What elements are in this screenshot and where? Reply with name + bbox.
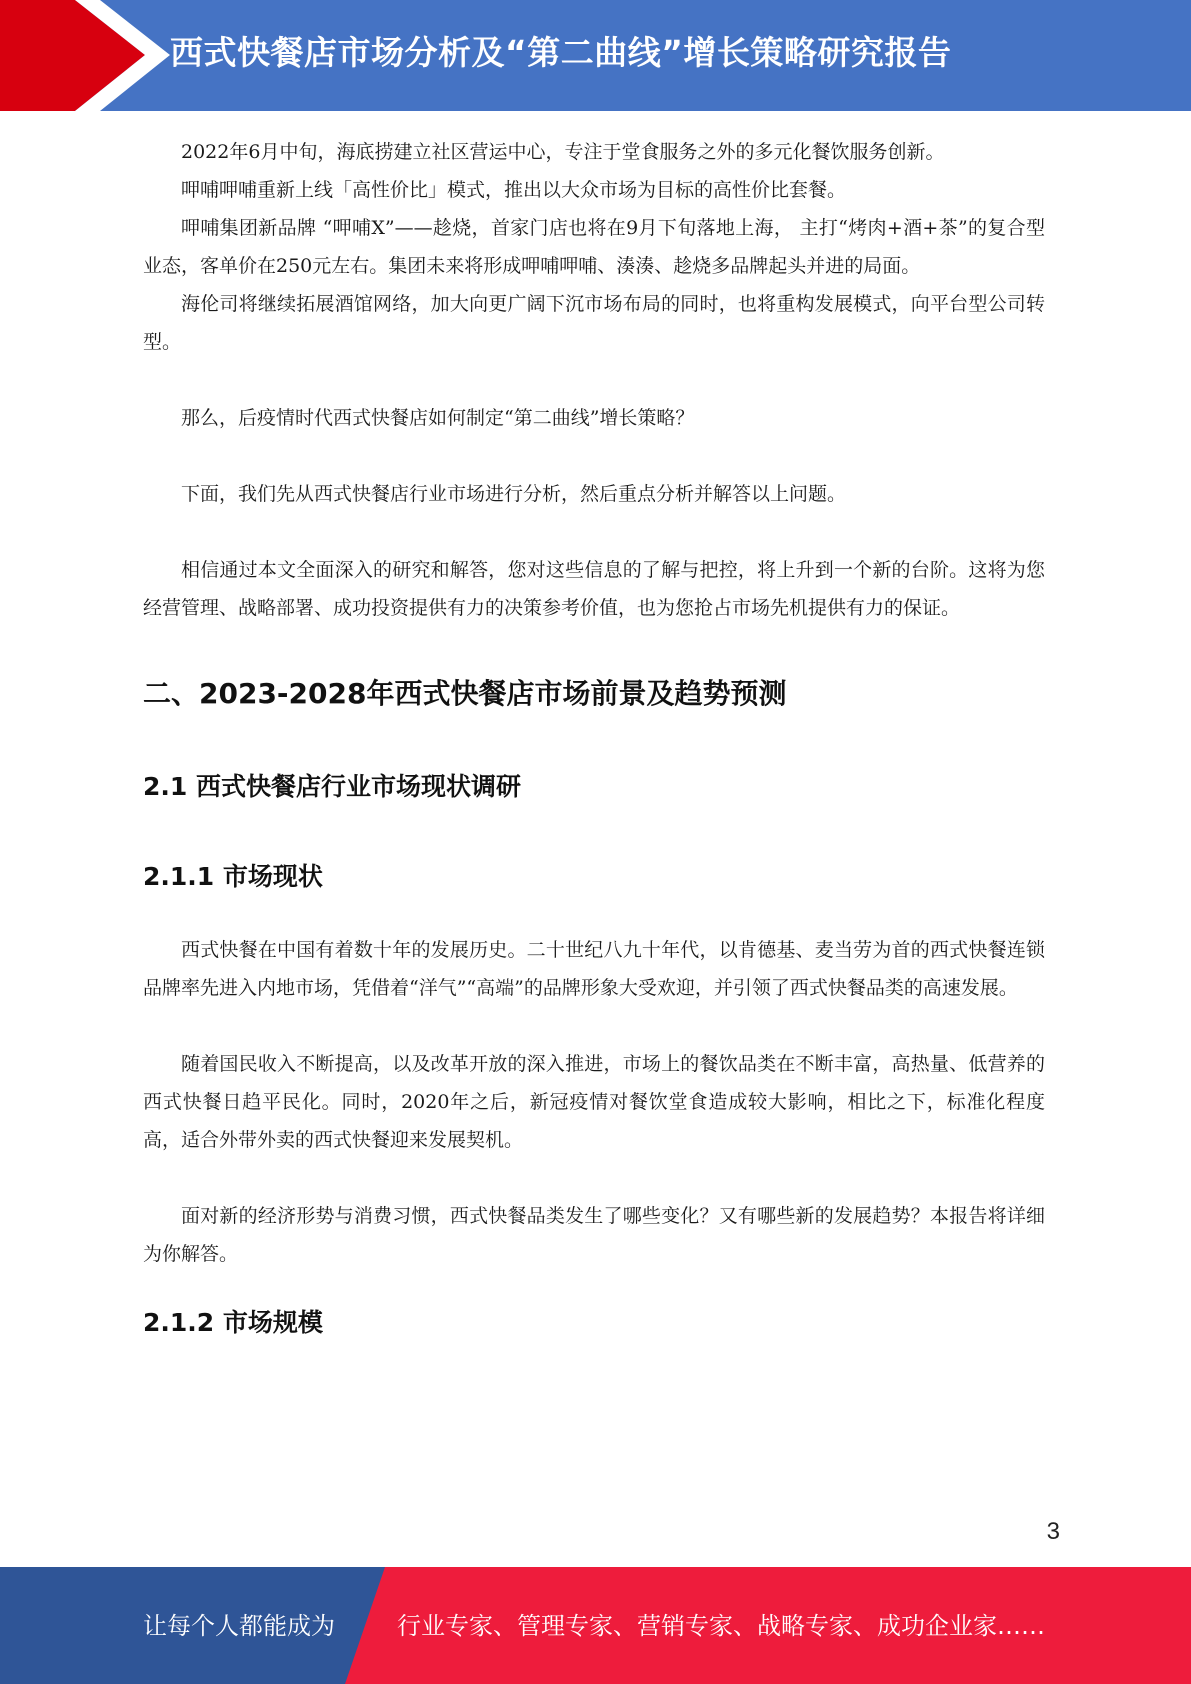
paragraph-helens: 海伦司将继续拓展酒馆网络，加大向更广阔下沉市场布局的同时，也将重构发展模式，向平台型公司转型。 <box>143 293 1045 353</box>
page-content <box>143 133 1045 1343</box>
paragraph-xiabu-new-brand: 呷哺集团新品牌 “呷哺X”——趁烧，首家门店也将在9月下旬落地上海， 主打“烤肉+酒+茶”的复合型业态，客单价在250元左右。集团未来将形成呷哺呷哺、湊湊、趁烧多品牌起头并进的局面。 <box>143 217 1045 277</box>
footer-slogan-right: 行业专家、管理专家、营销专家、战略专家、成功企业家…… <box>397 1612 1045 1640</box>
page-footer <box>0 1567 1191 1684</box>
paragraph-xiabu-value: 呷哺呷哺重新上线「高性价比」模式，推出以大众市场为目标的高性价比套餐。 <box>181 179 847 201</box>
paragraph-history: 西式快餐在中国有着数十年的发展历史。二十世纪八九十年代，以肯德基、麦当劳为首的西式快餐连锁品牌率先进入内地市场，凭借着“洋气”“高端”的品牌形象大受欢迎，并引领了西式快餐品类的高速发展。 <box>143 939 1045 999</box>
report-title: 西式快餐店市场分析及“第二曲线”增长策略研究报告 <box>170 33 952 72</box>
paragraph-outline: 下面，我们先从西式快餐店行业市场进行分析，然后重点分析并解答以上问题。 <box>181 483 847 505</box>
subsection-heading: 2.1 西式快餐店行业市场现状调研 <box>143 772 521 801</box>
paragraph-haidilao: 2022年6月中旬，海底捞建立社区营运中心，专注于堂食服务之外的多元化餐饮服务创新。 <box>181 141 945 163</box>
page-header <box>0 0 1191 111</box>
subsubsection-heading-market-size: 2.1.2 市场规模 <box>143 1308 323 1337</box>
paragraph-development: 随着国民收入不断提高，以及改革开放的深入推进，市场上的餐饮品类在不断丰富，高热量、低营养的西式快餐日趋平民化。同时，2020年之后，新冠疫情对餐饮堂食造成较大影响，相比之下，标准化程度高，适合外带外卖的西式快餐迎来发展契机。 <box>143 1053 1045 1151</box>
page-number: 3 <box>1046 1518 1060 1545</box>
paragraph-value-statement: 相信通过本文全面深入的研究和解答，您对这些信息的了解与把控，将上升到一个新的台阶。这将为您经营管理、战略部署、成功投资提供有力的决策参考价值，也为您抢占市场先机提供有力的保证。 <box>143 559 1045 619</box>
paragraph-trends: 面对新的经济形势与消费习惯，西式快餐品类发生了哪些变化？又有哪些新的发展趋势？本报告将详细为你解答。 <box>143 1205 1045 1265</box>
section-heading: 二、2023-2028年西式快餐店市场前景及趋势预测 <box>143 677 787 710</box>
paragraph-question: 那么，后疫情时代西式快餐店如何制定“第二曲线”增长策略？ <box>181 407 695 429</box>
subsubsection-heading-market-status: 2.1.1 市场现状 <box>143 862 323 891</box>
footer-slogan-left: 让每个人都能成为 <box>143 1612 335 1640</box>
